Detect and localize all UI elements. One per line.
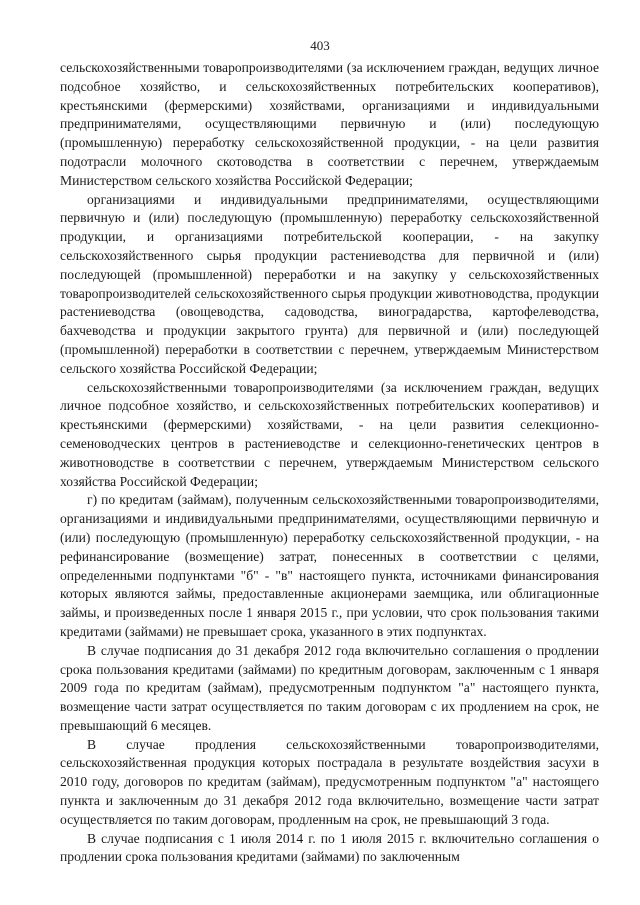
paragraph-2: организациями и индивидуальными предпринимателями, осуществляющими первичную и (или) последующую (промышленную) переработку сельскохозяйственной продукции, и организациями потребительской кооперации, - на закупку сельскохозяйственного сырья продукции растениеводства для первичной и (или) последующей (промышленной) переработки и на закупку у сельскохозяйственных товаропроизводителей сельскохозяйственного сырья продукции животноводства, продукции растениеводства (овощеводства, садоводства, виноградарства, картофелеводства, бахчеводства и продукции закрытого грунта) для первичной и (или) последующей (промышленной) переработки в соответствии с перечнем, утверждаемым Министерством сельского хозяйства Российской Федерации;	[60, 191, 599, 376]
paragraph-7: В случае подписания с 1 июля 2014 г. по 1 июля 2015 г. включительно соглашения о продлении срока пользования кредитами (займами) по заключенным	[60, 830, 599, 865]
paragraph-6: В случае продления сельскохозяйственными товаропроизводителями, сельскохозяйственная продукция которых пострадала в результате воздействия засухи в 2010 году, договоров по кредитам (займам), предусмотренным подпунктом "а" настоящего пункта и заключенным до 31 декабря 2012 года включительно, возмещение части затрат осуществляется по таким договорам, продленным на срок, не превышающий 3 года.	[60, 736, 599, 827]
page-number: 403	[310, 38, 330, 53]
paragraph-4: г) по кредитам (займам), полученным сельскохозяйственными товаропроизводителями, организациями и индивидуальными предпринимателями, осуществляющими первичную и (или) последующую (промышленную) переработку сельскохозяйственной продукции, - на рефинансирование (возмещение) затрат, понесенных в соответствии с целями, определенными подпунктами "б" - "в" настоящего пункта, источниками финансирования которых являются займы, предоставленные акционерами заемщика, или облигационные займы, и произведенных после 1 января 2015 г., при условии, что срок пользования такими кредитами (займами) не превышает срока, указанного в этих подпунктах.	[60, 492, 599, 639]
paragraph-1: сельскохозяйственными товаропроизводителями (за исключением граждан, ведущих личное подсобное хозяйство, и сельскохозяйственных потребительских кооперативов), крестьянскими (фермерскими) хозяйствами, организациями и индивидуальными предпринимателями, осуществляющими первичную и (или) последующую (промышленную) переработку сельскохозяйственной продукции, - на цели развития подотрасли молочного скотоводства в соответствии с перечнем, утверждаемым Министерством сельского хозяйства Российской Федерации;	[60, 60, 599, 188]
document-body	[60, 59, 599, 867]
paragraph-5: В случае подписания до 31 декабря 2012 года включительно соглашения о продлении срока пользования кредитами (займами) по кредитным договорам, заключенным с 1 января 2009 года по кредитам (займам), предусмотренным подпунктом "а" настоящего пункта, возмещение части затрат осуществляется по таким договорам с их продлением на срок, не превышающий 6 месяцев.	[60, 642, 599, 733]
paragraph-3: сельскохозяйственными товаропроизводителями (за исключением граждан, ведущих личное подсобное хозяйство, и сельскохозяйственных потребительских кооперативов) и крестьянскими (фермерскими) хозяйствами, - на цели развития селекционно-семеноводческих центров в растениеводстве и селекционно-генетических центров в животноводстве в соответствии с перечнем, утверждаемым Министерством сельского хозяйства Российской Федерации;	[60, 379, 599, 489]
